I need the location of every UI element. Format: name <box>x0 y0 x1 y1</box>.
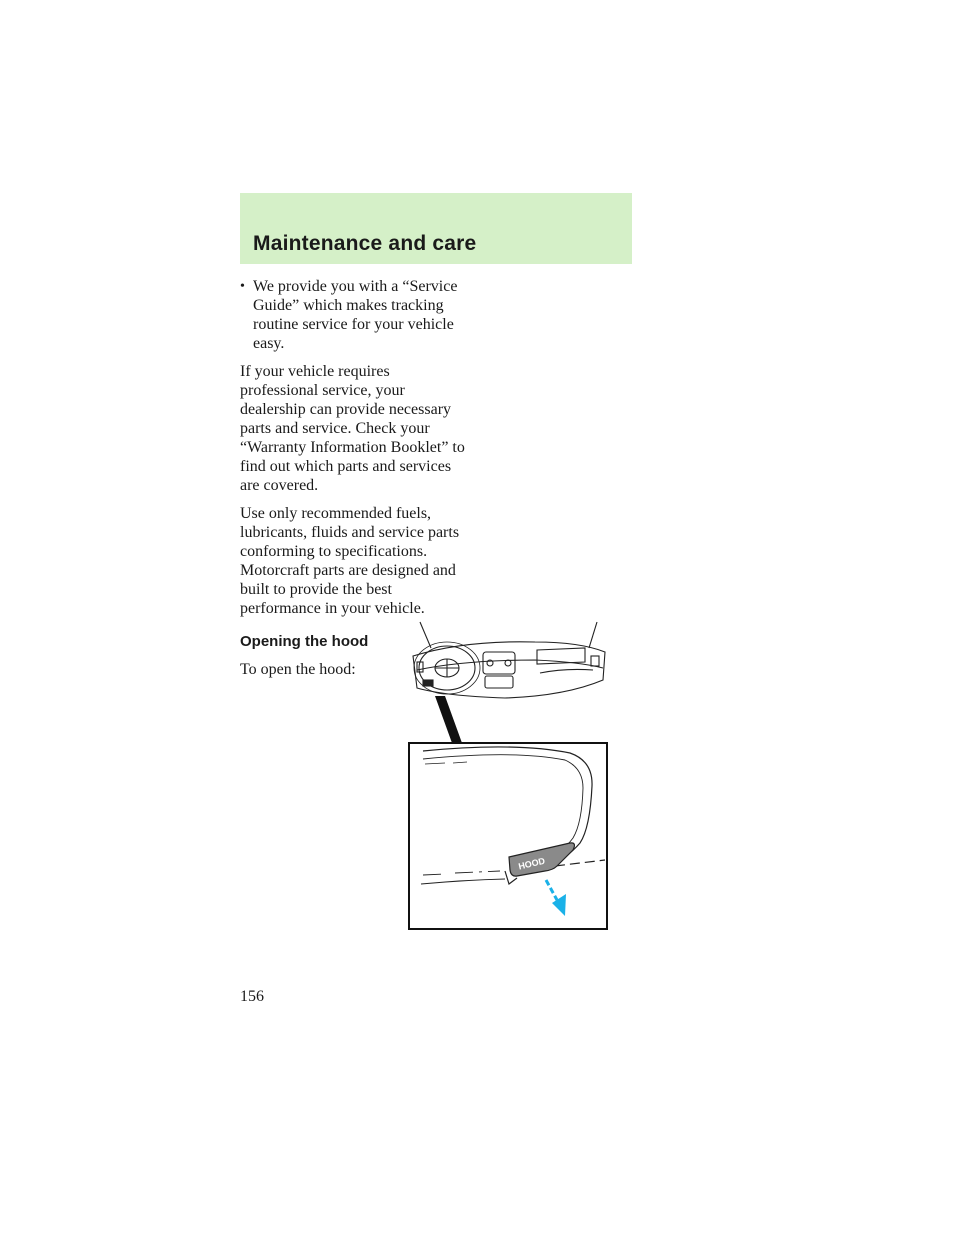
paragraph-professional-service: If your vehicle requires professional service, your dealership can provide necessary parts and service. Check your “Warranty Information Booklet” to find out which parts and services are covered. <box>240 363 465 494</box>
opening-hood-heading: Opening the hood <box>240 633 369 650</box>
section-title: Maintenance and care <box>253 232 477 255</box>
bullet-text: We provide you with a “Service Guide” which makes tracking routine service for your vehicle easy. <box>253 278 458 352</box>
page-number: 156 <box>240 988 264 1005</box>
callout-pointer <box>435 696 462 743</box>
dashboard-icon <box>413 622 605 698</box>
hood-label: HOOD <box>517 855 546 872</box>
hood-release-illustration <box>405 618 615 933</box>
bullet-icon: • <box>240 279 245 294</box>
paragraph-recommended-parts: Use only recommended fuels, lubricants, fluids and service parts conforming to specifications. Motorcraft parts are designed and built to provide the best performance in your vehicle. <box>240 505 460 617</box>
list-item <box>240 277 615 353</box>
detail-frame <box>409 743 607 929</box>
instruction-text: To open the hood: <box>240 661 356 678</box>
